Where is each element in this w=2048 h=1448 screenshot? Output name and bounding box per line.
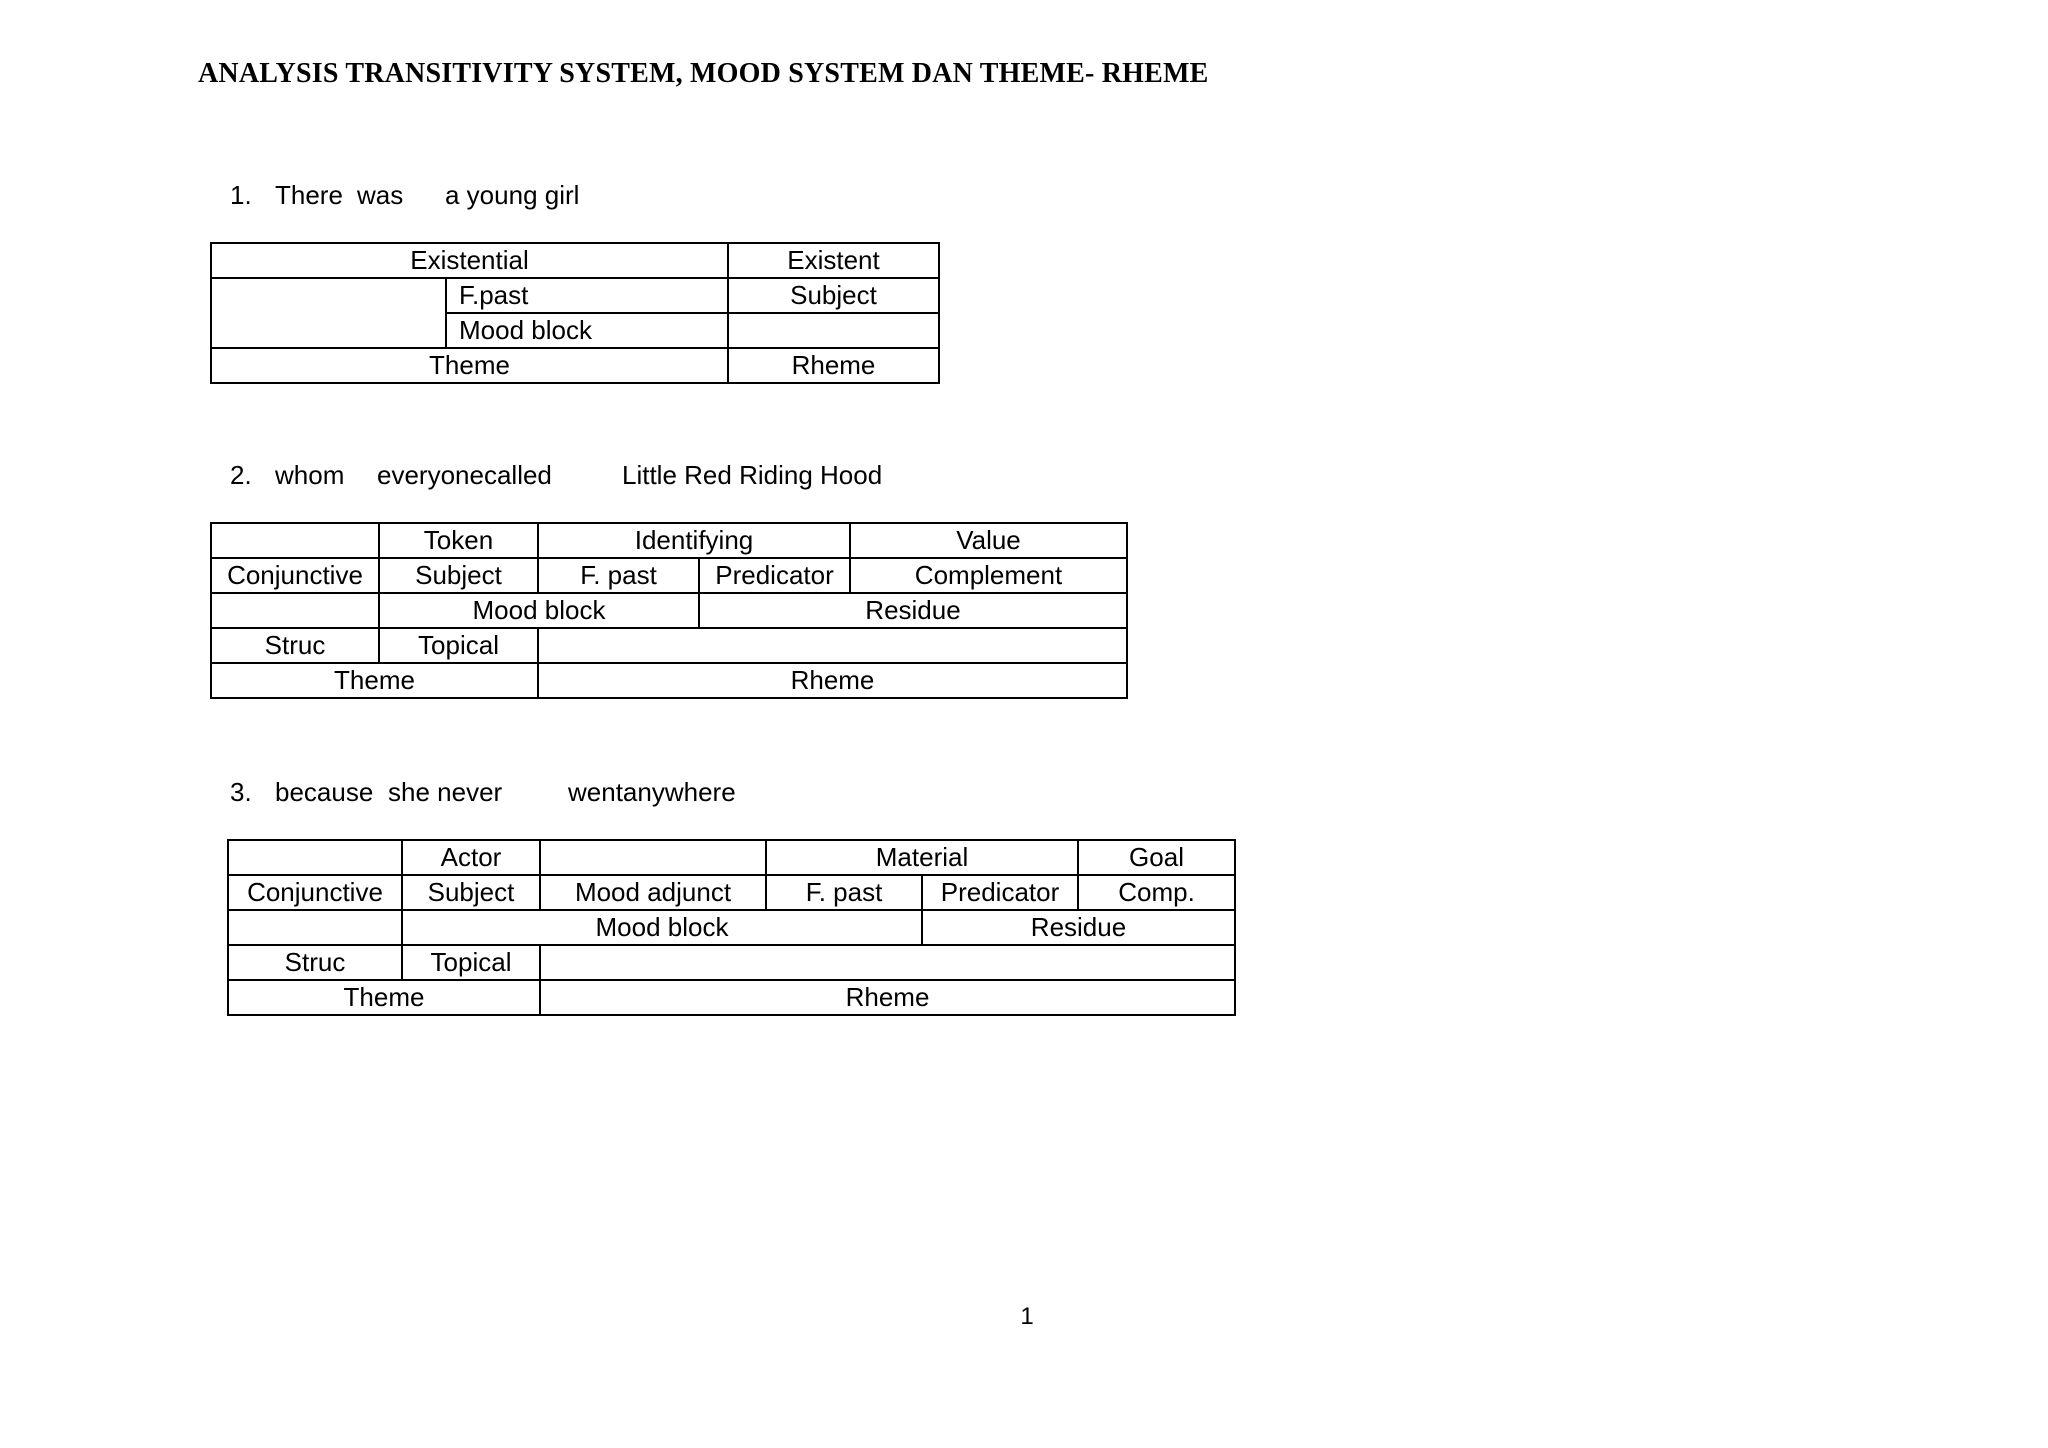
table-row (228, 980, 1235, 1015)
table-cell: Rheme (728, 348, 939, 383)
table-cell: Residue (699, 593, 1127, 628)
table-cell: Mood adjunct (540, 875, 766, 910)
sentence-number: 3. (230, 777, 252, 807)
sentence-word: whom (275, 460, 345, 490)
sentence-1 (230, 177, 630, 213)
table-cell-empty (211, 278, 446, 348)
table-cell: Mood block (402, 910, 922, 945)
sentence-number: 2. (230, 460, 252, 490)
table-cell: Rheme (540, 980, 1235, 1015)
table-cell: Mood block (379, 593, 699, 628)
sentence-word: Little Red Riding Hood (622, 460, 883, 490)
analysis-table-3 (227, 839, 1236, 1016)
sentence-word: was (357, 180, 404, 210)
table-cell-empty (228, 840, 402, 875)
sentence-word: There (275, 180, 343, 210)
table-cell: Complement (850, 558, 1127, 593)
table-cell: Residue (922, 910, 1235, 945)
table-cell: Existential (211, 243, 728, 278)
table-cell: Token (379, 523, 538, 558)
sentence-word: she never (388, 777, 503, 807)
table-row (228, 945, 1235, 980)
table-cell: Subject (402, 875, 540, 910)
table-cell: Predicator (922, 875, 1078, 910)
page-title: ANALYSIS TRANSITIVITY SYSTEM, MOOD SYSTEM DAN THEME- RHEME (198, 58, 1209, 89)
table-cell-empty (228, 910, 402, 945)
table-cell: Struc (228, 945, 402, 980)
table-cell: Actor (402, 840, 540, 875)
table-cell-empty (211, 523, 379, 558)
table-row (211, 628, 1127, 663)
table-cell: Material (766, 840, 1078, 875)
table-row (228, 840, 1235, 875)
table-row (228, 875, 1235, 910)
table-row (211, 523, 1127, 558)
table-row (211, 348, 939, 383)
table-cell: Comp. (1078, 875, 1235, 910)
table-cell: Predicator (699, 558, 850, 593)
table-cell: Mood block (446, 313, 728, 348)
page-number: 1 (1020, 1303, 1034, 1330)
table-cell: Theme (211, 663, 538, 698)
table-cell-empty (540, 840, 766, 875)
table-cell: Conjunctive (228, 875, 402, 910)
table-cell: Struc (211, 628, 379, 663)
table-cell: Existent (728, 243, 939, 278)
table-row (211, 663, 1127, 698)
sentence-word: a young girl (445, 180, 580, 210)
sentence-number: 1. (230, 180, 252, 210)
sentence-3 (230, 774, 830, 810)
table-cell: Topical (379, 628, 538, 663)
table-cell: Identifying (538, 523, 850, 558)
table-cell: Subject (379, 558, 538, 593)
table-cell: Rheme (538, 663, 1127, 698)
table-cell-empty (211, 593, 379, 628)
table-row (211, 593, 1127, 628)
table-cell: Subject (728, 278, 939, 313)
analysis-table-1 (210, 242, 940, 384)
table-cell: Conjunctive (211, 558, 379, 593)
table-cell: Theme (211, 348, 728, 383)
table-cell: Topical (402, 945, 540, 980)
table-cell: Value (850, 523, 1127, 558)
sentence-word: wentanywhere (568, 777, 736, 807)
table-cell: Goal (1078, 840, 1235, 875)
sentence-word: everyonecalled (377, 460, 552, 490)
table-cell-empty (728, 313, 939, 348)
table-row (211, 278, 939, 313)
table-cell-empty (540, 945, 1235, 980)
table-row (211, 558, 1127, 593)
analysis-table-2 (210, 522, 1128, 699)
sentence-word: because (275, 777, 374, 807)
table-cell: F. past (538, 558, 699, 593)
table-cell-empty (538, 628, 1127, 663)
table-cell: Theme (228, 980, 540, 1015)
table-row (228, 910, 1235, 945)
table-row (211, 243, 939, 278)
table-cell: F.past (446, 278, 728, 313)
table-cell: F. past (766, 875, 922, 910)
sentence-2 (230, 457, 930, 493)
